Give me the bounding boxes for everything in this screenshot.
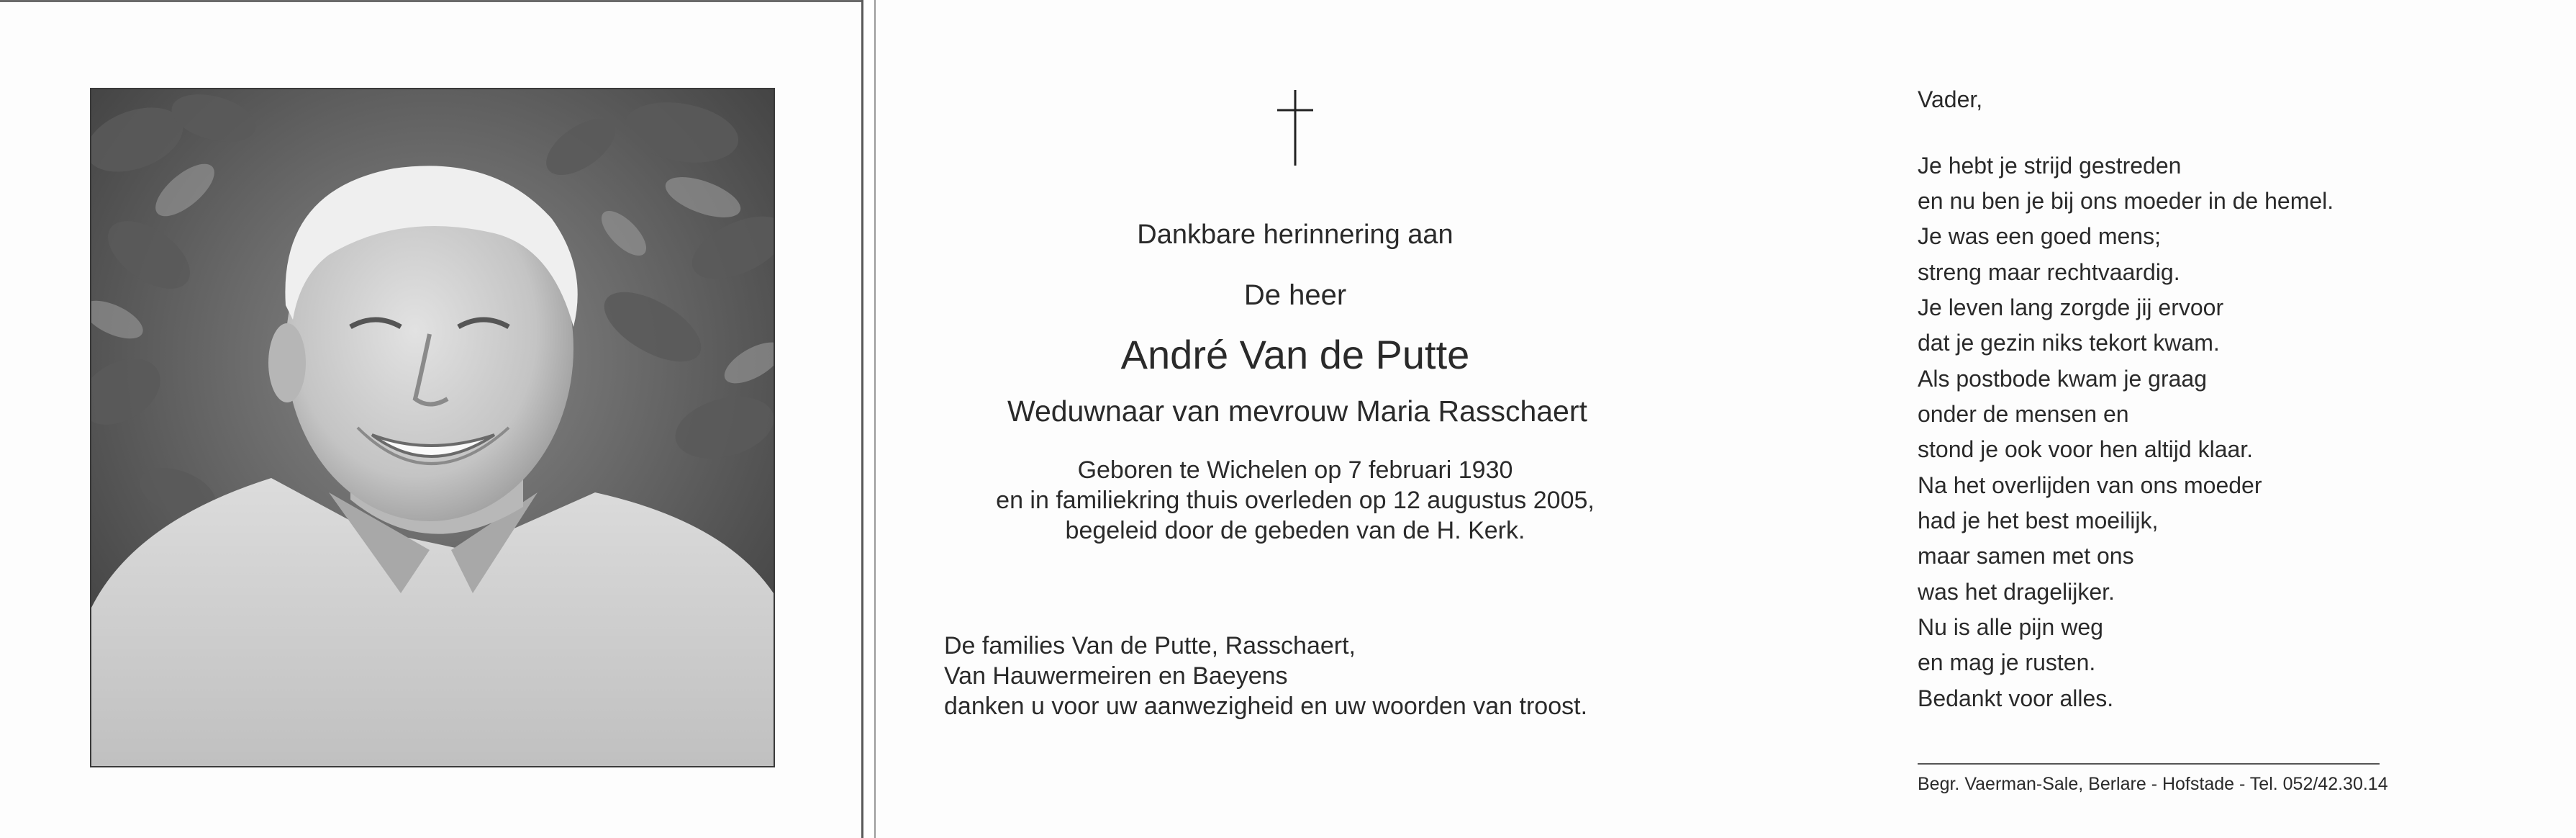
poem-line: Je was een goed mens;	[1918, 223, 2161, 249]
poem-line: Als postbode kwam je graag	[1918, 366, 2207, 392]
undertaker-footer: Begr. Vaerman-Sale, Berlare - Hofstade - Tel. 052/42.30.14	[1918, 774, 2388, 794]
poem-line: Nu is alle pijn weg	[1918, 614, 2103, 640]
poem-line: onder de mensen en	[1918, 401, 2129, 427]
cross-icon	[1277, 90, 1313, 166]
fold-line-inner	[874, 0, 876, 838]
poem-line: Je leven lang zorgde jij ervoor	[1918, 294, 2224, 320]
poem-line: was het dragelijker.	[1918, 579, 2115, 605]
poem-line: Bedankt voor alles.	[1918, 685, 2114, 711]
poem-line: had je het best moeilijk,	[1918, 508, 2159, 533]
deceased-name: André Van de Putte	[1120, 332, 1470, 377]
poem-line: dat je gezin niks tekort kwam.	[1918, 330, 2220, 356]
poem-line: en mag je rusten.	[1918, 649, 2096, 675]
poem-line: streng maar rechtvaardig.	[1918, 259, 2180, 285]
portrait-photo-icon	[91, 89, 774, 766]
portrait-photo	[90, 88, 775, 767]
thanks-line: De families Van de Putte, Rasschaert,	[944, 632, 1356, 659]
poem-line: stond je ook voor hen altijd klaar.	[1918, 436, 2254, 462]
poem-salutation: Vader,	[1918, 86, 1983, 112]
church-line: begeleid door de gebeden van de H. Kerk.	[1065, 517, 1525, 544]
honorific: De heer	[1243, 279, 1347, 311]
death-line: en in familiekring thuis overleden op 12 augustus 2005,	[996, 487, 1595, 514]
poem-line: en nu ben je bij ons moeder in de hemel.	[1918, 188, 2334, 214]
intro-text: Dankbare herinnering aan	[1137, 220, 1453, 250]
top-border	[0, 0, 863, 2]
widower-line: Weduwnaar van mevrouw Maria Rasschaert	[1007, 395, 1587, 428]
poem-line: Je hebt je strijd gestreden	[1918, 153, 2182, 179]
thanks-line: danken u voor uw aanwezigheid en uw woorden van troost.	[944, 693, 1588, 720]
footer-divider	[1918, 763, 2380, 765]
thanks-line: Van Hauwermeiren en Baeyens	[944, 662, 1288, 690]
fold-line	[861, 0, 863, 838]
birth-death-block	[935, 455, 1655, 546]
birth-line: Geboren te Wichelen op 7 februari 1930	[1077, 456, 1513, 484]
poem-line: maar samen met ons	[1918, 543, 2134, 569]
poem-line: Na het overlijden van ons moeder	[1918, 472, 2262, 498]
